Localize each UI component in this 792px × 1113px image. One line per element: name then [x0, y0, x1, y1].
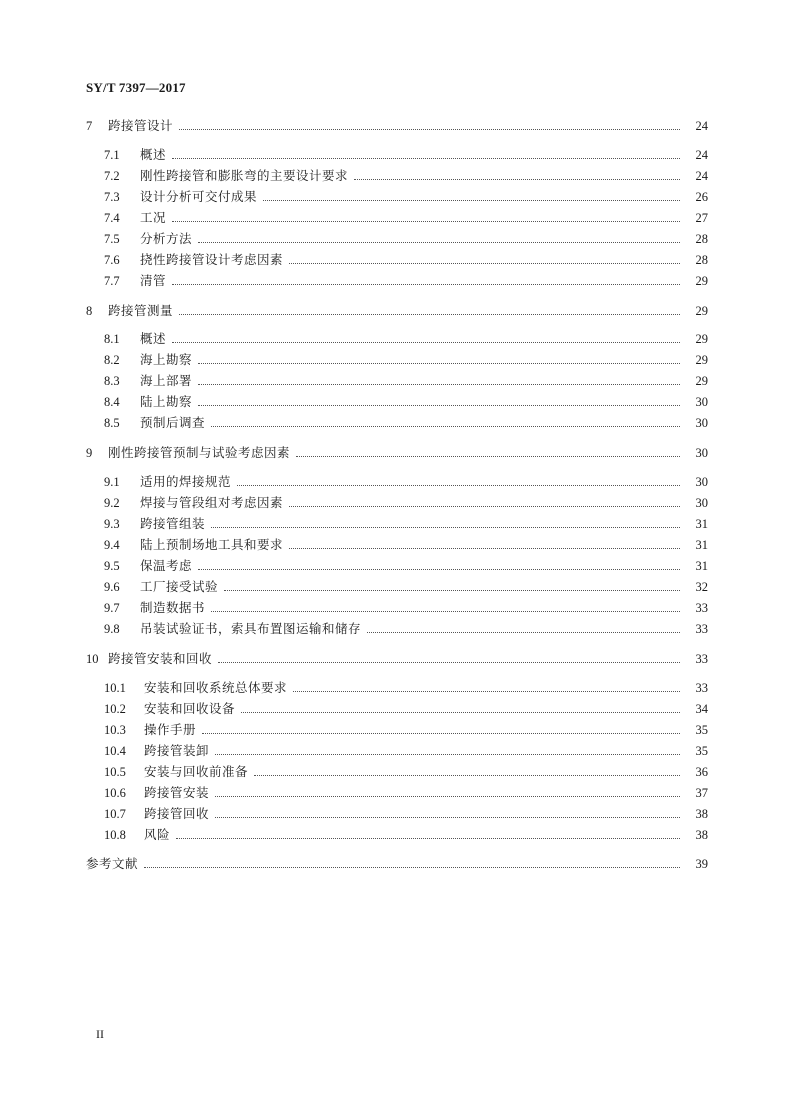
dot-leader	[215, 816, 680, 818]
toc-entry-title: 跨接管测量	[108, 303, 174, 318]
page-number: II	[96, 1027, 104, 1041]
toc-entry-title: 概述	[140, 331, 167, 346]
toc-entry-page: 29	[695, 374, 708, 388]
toc-entry-title: 刚性跨接管和膨胀弯的主要设计要求	[140, 168, 349, 183]
toc-entry-page: 30	[695, 446, 708, 460]
dot-leader	[218, 661, 680, 663]
toc-entry-title: 跨接管装卸	[144, 743, 210, 758]
toc-entry-number: 8.1	[104, 332, 120, 346]
standard-code: SY/T 7397—2017	[86, 80, 186, 95]
dot-leader	[172, 220, 680, 222]
dot-leader	[237, 484, 680, 486]
toc-entry-page: 29	[695, 353, 708, 367]
toc-entry-number: 7	[86, 119, 93, 133]
toc-entry-title: 适用的焊接规范	[140, 474, 232, 489]
toc-entry-title: 操作手册	[144, 722, 197, 737]
toc-entry[interactable]	[104, 783, 708, 803]
dot-leader	[254, 774, 680, 776]
toc-entry-page: 35	[695, 744, 708, 758]
toc-entry-title: 安装与回收前准备	[144, 764, 249, 779]
dot-leader	[202, 732, 680, 734]
dot-leader	[144, 866, 680, 868]
toc-entry-title: 焊接与管段组对考虑因素	[140, 495, 284, 510]
toc-entry-number: 10.1	[104, 681, 126, 695]
toc-entry-number: 7.6	[104, 253, 120, 267]
toc-entry-page: 31	[695, 538, 708, 552]
toc-entry-title: 跨接管安装	[144, 785, 210, 800]
toc-entry-page: 38	[695, 828, 708, 842]
dot-leader	[211, 610, 680, 612]
toc-entry[interactable]	[104, 699, 708, 719]
toc-entry-number: 9.2	[104, 496, 120, 510]
toc-entry-title: 安装和回收设备	[144, 701, 236, 716]
toc-entry[interactable]	[104, 208, 708, 228]
toc-entry-number: 9.4	[104, 538, 120, 552]
toc-entry-page: 39	[695, 857, 708, 871]
toc-entry-number: 10.8	[104, 828, 126, 842]
toc-entry[interactable]	[104, 229, 708, 249]
toc-entry[interactable]	[104, 598, 708, 618]
dot-leader	[241, 711, 680, 713]
toc-entry-page: 32	[695, 580, 708, 594]
toc-entry-number: 8.3	[104, 374, 120, 388]
toc-entry-number: 7.3	[104, 190, 120, 204]
toc-entry[interactable]	[104, 825, 708, 845]
toc-entry-page: 24	[695, 169, 708, 183]
dot-leader	[198, 362, 680, 364]
toc-entry-page: 30	[695, 395, 708, 409]
toc-entry-number: 7.7	[104, 274, 120, 288]
toc-entry[interactable]	[104, 371, 708, 391]
toc-entry-title: 海上勘察	[140, 352, 193, 367]
toc-entry[interactable]	[86, 301, 708, 321]
toc-entry-page: 33	[695, 652, 708, 666]
toc-entry-title: 海上部署	[140, 373, 193, 388]
toc-entry[interactable]	[104, 350, 708, 370]
toc-entry-title: 跨接管回收	[144, 806, 210, 821]
toc-entry-page: 30	[695, 496, 708, 510]
toc-entry-number: 10.4	[104, 744, 126, 758]
toc-entry-page: 27	[695, 211, 708, 225]
dot-leader	[211, 526, 680, 528]
toc-entry-page: 33	[695, 601, 708, 615]
toc-entry[interactable]	[104, 187, 708, 207]
toc-entry[interactable]	[104, 741, 708, 761]
toc-entry-page: 31	[695, 517, 708, 531]
toc-entry[interactable]	[104, 535, 708, 555]
dot-leader	[215, 753, 680, 755]
toc-entry-page: 34	[695, 702, 708, 716]
toc-entry-title: 概述	[140, 147, 167, 162]
toc-entry[interactable]	[86, 649, 708, 669]
toc-entry-title: 风险	[144, 827, 171, 842]
toc-entry-page: 37	[695, 786, 708, 800]
toc-entry[interactable]	[104, 145, 708, 165]
toc-entry-title: 刚性跨接管预制与试验考虑因素	[108, 445, 291, 460]
toc-entry[interactable]	[86, 443, 708, 463]
dot-leader	[367, 631, 680, 633]
toc-entry[interactable]	[104, 392, 708, 412]
toc-entry[interactable]	[104, 514, 708, 534]
dot-leader	[198, 568, 680, 570]
toc-entry-page: 30	[695, 416, 708, 430]
toc-entry-number: 10.5	[104, 765, 126, 779]
toc-entry-title: 设计分析可交付成果	[140, 189, 258, 204]
toc-entry-number: 7.2	[104, 169, 120, 183]
dot-leader	[289, 547, 680, 549]
dot-leader	[179, 128, 680, 130]
toc-entry[interactable]	[104, 720, 708, 740]
dot-leader	[215, 795, 680, 797]
dot-leader	[198, 383, 680, 385]
toc-entry-number: 10.7	[104, 807, 126, 821]
dot-leader	[354, 178, 680, 180]
toc-entry-title: 挠性跨接管设计考虑因素	[140, 252, 284, 267]
toc-entry-title: 跨接管安装和回收	[108, 651, 213, 666]
toc-entry-page: 28	[695, 253, 708, 267]
toc-entry-number: 8	[86, 304, 93, 318]
dot-leader	[172, 341, 680, 343]
toc-entry-number: 7.5	[104, 232, 120, 246]
toc-entry[interactable]	[104, 166, 708, 186]
toc-entry[interactable]	[104, 250, 708, 270]
toc-entry[interactable]	[104, 678, 708, 698]
toc-entry-title: 跨接管组装	[140, 516, 206, 531]
toc-entry-number: 9.3	[104, 517, 120, 531]
toc-entry-page: 36	[695, 765, 708, 779]
toc-entry-number: 10	[86, 652, 99, 666]
toc-entry-number: 9.8	[104, 622, 120, 636]
toc-entry-number: 8.4	[104, 395, 120, 409]
toc-entry-page: 35	[695, 723, 708, 737]
toc-entry-page: 24	[695, 119, 708, 133]
toc-entry-number: 7.1	[104, 148, 120, 162]
dot-leader	[296, 455, 680, 457]
dot-leader	[293, 690, 680, 692]
toc-entry[interactable]	[104, 762, 708, 782]
toc-entry-title: 跨接管设计	[108, 118, 174, 133]
toc-entry[interactable]	[104, 472, 708, 492]
toc-entry-number: 10.3	[104, 723, 126, 737]
toc-entry-title: 工厂接受试验	[140, 579, 219, 594]
toc-entry[interactable]	[104, 271, 708, 291]
toc-entry-page: 38	[695, 807, 708, 821]
toc-entry-number: 9.5	[104, 559, 120, 573]
toc-entry-title: 保温考虑	[140, 558, 193, 573]
toc-entry-page: 28	[695, 232, 708, 246]
toc-entry-title: 工况	[140, 210, 167, 225]
toc-entry[interactable]	[104, 556, 708, 576]
toc-entry[interactable]	[86, 116, 708, 136]
dot-leader	[263, 199, 680, 201]
toc-entry-page: 24	[695, 148, 708, 162]
toc-entry-page: 33	[695, 681, 708, 695]
toc-entry-page: 26	[695, 190, 708, 204]
dot-leader	[176, 837, 680, 839]
toc-entry-number: 8.5	[104, 416, 120, 430]
toc-entry-number: 10.2	[104, 702, 126, 716]
dot-leader	[289, 262, 680, 264]
toc-entry-number: 9.7	[104, 601, 120, 615]
toc-entry-number: 9	[86, 446, 93, 460]
toc-entry-title: 预制后调查	[140, 415, 206, 430]
toc-entry-title: 陆上勘察	[140, 394, 193, 409]
toc-entry-page: 29	[695, 304, 708, 318]
toc-entry-title: 制造数据书	[140, 600, 206, 615]
toc-entry-number: 8.2	[104, 353, 120, 367]
toc-entry-page: 33	[695, 622, 708, 636]
toc-entry-number: 9.6	[104, 580, 120, 594]
toc-entry[interactable]	[104, 804, 708, 824]
toc-entry-page: 30	[695, 475, 708, 489]
toc-entry[interactable]	[104, 329, 708, 349]
toc-entry-page: 29	[695, 332, 708, 346]
dot-leader	[198, 241, 680, 243]
toc-entry[interactable]	[86, 854, 708, 874]
dot-leader	[172, 283, 680, 285]
dot-leader	[198, 404, 680, 406]
dot-leader	[211, 425, 680, 427]
toc-entry[interactable]	[104, 493, 708, 513]
toc-entry-title: 陆上预制场地工具和要求	[140, 537, 284, 552]
toc-entry-title: 参考文献	[86, 856, 139, 871]
dot-leader	[179, 313, 680, 315]
toc-entry-number: 10.6	[104, 786, 126, 800]
toc-entry-number: 7.4	[104, 211, 120, 225]
toc-entry-title: 清管	[140, 273, 167, 288]
toc-entry[interactable]	[104, 577, 708, 597]
dot-leader	[289, 505, 680, 507]
toc-entry-title: 安装和回收系统总体要求	[144, 680, 288, 695]
toc-entry-title: 分析方法	[140, 231, 193, 246]
dot-leader	[224, 589, 680, 591]
toc-entry-number: 9.1	[104, 475, 120, 489]
dot-leader	[172, 157, 680, 159]
toc-entry[interactable]	[104, 619, 708, 639]
toc-entry[interactable]	[104, 413, 708, 433]
toc-entry-page: 31	[695, 559, 708, 573]
toc-entry-title: 吊装试验证书，索具布置图运输和储存	[140, 621, 362, 636]
toc-entry-page: 29	[695, 274, 708, 288]
